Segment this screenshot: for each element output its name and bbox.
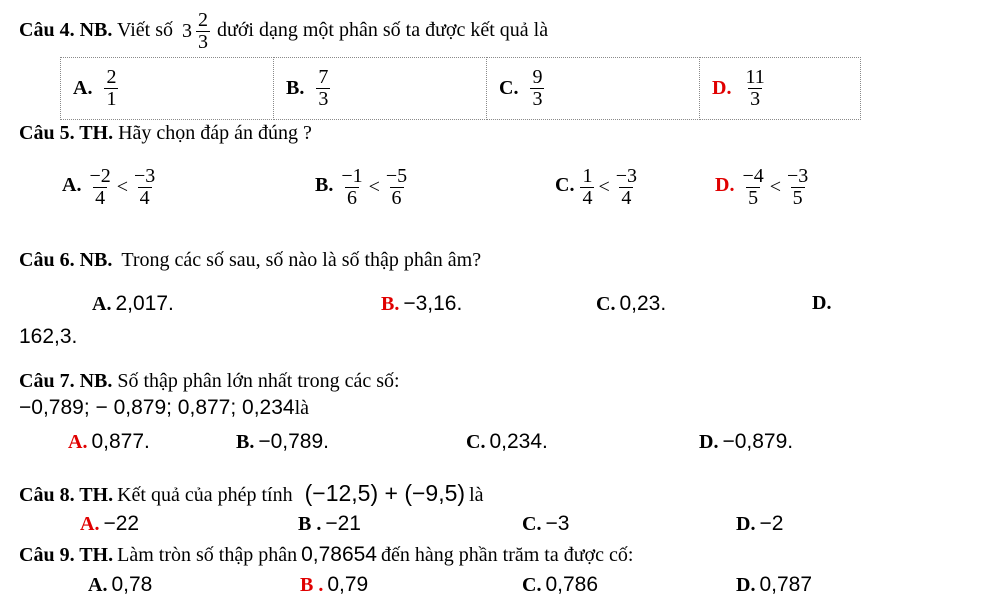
option-b[interactable] bbox=[274, 58, 487, 120]
option-value: 2,017. bbox=[115, 292, 174, 315]
option-value: −2 bbox=[759, 512, 784, 535]
option-value: 0,79 bbox=[327, 573, 369, 596]
q7-option-c[interactable] bbox=[466, 430, 548, 454]
option-label: B . bbox=[300, 574, 324, 596]
q5-option-b[interactable] bbox=[315, 166, 411, 209]
q6-option-d[interactable] bbox=[812, 292, 831, 315]
question-5 bbox=[19, 122, 312, 145]
option-value: −0,789. bbox=[258, 430, 329, 453]
option-label: A. bbox=[68, 431, 88, 453]
denominator: 6 bbox=[346, 187, 357, 209]
question-label: Câu 9. TH. bbox=[19, 544, 114, 566]
denominator: 6 bbox=[391, 187, 402, 209]
mixed-whole: 3 bbox=[182, 20, 193, 42]
option-label: B. bbox=[315, 174, 334, 197]
option-label: C. bbox=[522, 574, 542, 596]
q5-option-c[interactable] bbox=[555, 166, 641, 209]
denominator: 3 bbox=[198, 31, 209, 53]
option-label: D. bbox=[736, 513, 756, 535]
q8-option-b[interactable] bbox=[298, 512, 361, 536]
option-label: B . bbox=[298, 513, 322, 535]
denominator: 5 bbox=[792, 187, 803, 209]
q6-option-b[interactable] bbox=[381, 292, 462, 316]
number-value: 0,78654 bbox=[301, 543, 377, 566]
numerator: 7 bbox=[318, 66, 329, 88]
option-label: C. bbox=[522, 513, 542, 535]
option-label: D. bbox=[699, 431, 719, 453]
q5-option-d[interactable] bbox=[715, 166, 812, 209]
question-text: Trong các số sau, số nào là số thập phân âm? bbox=[121, 249, 482, 271]
option-value: 0,23. bbox=[619, 292, 667, 315]
less-than: < bbox=[368, 176, 380, 198]
numerator: 11 bbox=[745, 66, 765, 88]
question-8 bbox=[19, 480, 484, 507]
q5-option-a[interactable] bbox=[62, 166, 159, 209]
q8-option-c[interactable] bbox=[522, 512, 569, 536]
denominator: 1 bbox=[106, 88, 117, 110]
numerator: 2 bbox=[198, 9, 209, 31]
question-label: Câu 6. NB. bbox=[19, 249, 113, 271]
numerator: −3 bbox=[787, 165, 809, 187]
question-9 bbox=[19, 543, 633, 567]
question-text: Làm tròn số thập phân bbox=[117, 544, 298, 566]
numerator: −5 bbox=[385, 165, 408, 187]
option-value: 0,234. bbox=[489, 430, 548, 453]
option-label: D. bbox=[736, 574, 756, 596]
option-label: D. bbox=[715, 174, 735, 197]
option-label: C. bbox=[499, 77, 519, 99]
q7-option-a[interactable] bbox=[68, 430, 150, 454]
q7-number-list bbox=[19, 396, 309, 420]
q9-option-c[interactable] bbox=[522, 573, 598, 597]
answer-table bbox=[60, 57, 861, 120]
option-value: 0,78 bbox=[111, 573, 153, 596]
list-suffix: là bbox=[294, 397, 310, 419]
option-label: D. bbox=[712, 77, 732, 99]
denominator: 4 bbox=[582, 187, 593, 209]
option-label: B. bbox=[381, 293, 400, 315]
question-text-after: đến hàng phần trăm ta được cố: bbox=[381, 544, 634, 566]
option-label: C. bbox=[466, 431, 486, 453]
q6-option-d-value: 162,3. bbox=[19, 325, 78, 348]
numerator: 2 bbox=[106, 66, 117, 88]
expression: (−12,5) + (−9,5) bbox=[304, 480, 466, 506]
denominator: 5 bbox=[748, 187, 759, 209]
question-text: Số thập phân lớn nhất trong các số: bbox=[117, 370, 400, 392]
q9-option-d[interactable] bbox=[736, 573, 812, 597]
option-label: C. bbox=[555, 174, 575, 197]
numerator: −4 bbox=[742, 165, 764, 187]
question-text: Hãy chọn đáp án đúng ? bbox=[118, 122, 312, 144]
denominator: 3 bbox=[750, 88, 761, 110]
option-c[interactable] bbox=[487, 58, 700, 120]
q6-option-a[interactable] bbox=[92, 292, 174, 316]
option-label: A. bbox=[62, 174, 82, 197]
option-label: D. bbox=[812, 292, 832, 314]
question-text: Viết số bbox=[117, 19, 174, 42]
option-value: −0,879. bbox=[722, 430, 794, 453]
question-7 bbox=[19, 370, 400, 393]
option-value: 0,877. bbox=[91, 430, 150, 453]
q7-option-b[interactable] bbox=[236, 430, 329, 454]
q6-option-c[interactable] bbox=[596, 292, 666, 316]
option-value: −21 bbox=[325, 512, 361, 535]
option-label: A. bbox=[73, 77, 93, 99]
option-label: B. bbox=[236, 431, 255, 453]
mixed-fraction bbox=[196, 10, 210, 53]
numerator: 1 bbox=[582, 165, 593, 187]
question-text-after: dưới dạng một phân số ta được kết quả là bbox=[217, 19, 549, 42]
denominator: 4 bbox=[621, 187, 632, 209]
numerator: −2 bbox=[89, 165, 111, 187]
option-value: −3 bbox=[545, 512, 570, 535]
question-4 bbox=[19, 10, 548, 53]
numerator: 9 bbox=[532, 66, 543, 88]
q9-option-a[interactable] bbox=[88, 573, 152, 597]
question-6 bbox=[19, 249, 481, 272]
denominator: 4 bbox=[139, 187, 150, 209]
option-a[interactable] bbox=[61, 58, 274, 120]
less-than: < bbox=[598, 176, 610, 198]
denominator: 3 bbox=[532, 88, 543, 110]
option-label: A. bbox=[88, 574, 108, 596]
q7-option-d[interactable] bbox=[699, 430, 793, 454]
option-value: 0,787 bbox=[759, 573, 813, 596]
denominator: 4 bbox=[95, 187, 106, 209]
option-value: −3,16. bbox=[403, 292, 463, 315]
number-list: −0,789; − 0,879; 0,877; 0,234 bbox=[19, 396, 295, 419]
less-than: < bbox=[116, 176, 129, 198]
option-label: B. bbox=[286, 77, 305, 99]
question-label: Câu 4. NB. bbox=[19, 19, 113, 42]
numerator: −3 bbox=[615, 165, 638, 187]
question-label: Câu 5. TH. bbox=[19, 122, 114, 144]
question-label: Câu 8. TH. bbox=[19, 484, 114, 506]
q9-option-b[interactable] bbox=[300, 573, 368, 597]
question-label: Câu 7. NB. bbox=[19, 370, 113, 392]
option-label: A. bbox=[92, 293, 112, 315]
numerator: −3 bbox=[134, 165, 156, 187]
q8-option-a[interactable] bbox=[80, 512, 139, 536]
q8-option-d[interactable] bbox=[736, 512, 783, 536]
option-value: −22 bbox=[103, 512, 140, 535]
option-label: A. bbox=[80, 513, 100, 535]
numerator: −1 bbox=[341, 165, 363, 187]
option-label: C. bbox=[596, 293, 616, 315]
question-suffix: là bbox=[469, 484, 484, 506]
denominator: 3 bbox=[318, 88, 329, 110]
question-text: Kết quả của phép tính bbox=[117, 484, 293, 506]
option-value: 0,786 bbox=[545, 573, 599, 596]
option-d[interactable] bbox=[700, 58, 861, 120]
less-than: < bbox=[769, 176, 782, 198]
